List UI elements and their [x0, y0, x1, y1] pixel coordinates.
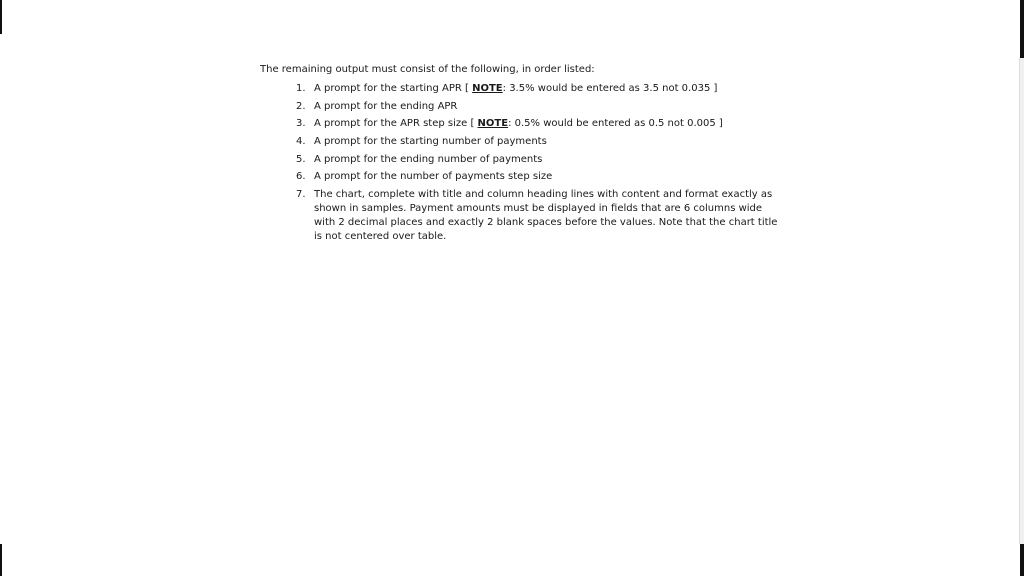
left-edge-marker-top [0, 0, 2, 34]
requirements-list [260, 82, 780, 244]
list-item-7 [260, 188, 780, 244]
list-number: 4. [296, 136, 306, 148]
list-item-3 [260, 117, 780, 131]
list-number: 7. [296, 189, 306, 201]
list-item-5 [260, 153, 780, 167]
note-label: NOTE [477, 118, 509, 130]
document-page [260, 63, 780, 248]
right-edge-bar-bottom [1020, 544, 1024, 576]
list-number: 3. [296, 118, 306, 130]
list-text: A prompt for the number of payments step size [314, 171, 553, 183]
note-label: NOTE [472, 83, 503, 94]
list-number: 1. [296, 83, 306, 94]
list-number: 6. [296, 171, 306, 183]
right-edge-bar-top [1020, 0, 1024, 58]
left-edge-marker-bottom [0, 544, 2, 576]
list-text: A prompt for the starting number of payments [314, 136, 547, 148]
list-text: A prompt for the ending APR [314, 100, 458, 112]
intro-paragraph: The remaining output must consist of the following, in order listed: [260, 64, 595, 75]
list-item-6 [260, 170, 780, 184]
list-text: A prompt for the APR step size [ [314, 118, 478, 130]
list-number: 2. [296, 100, 306, 112]
list-text: The chart, complete with title and column heading lines with content and format exactly as shown in samples. Payment amounts must be displayed in fields that are 6 columns wide with 2 decimal places and exactly 2 blank spaces before the values. Note that the chart title is not centered over table. [314, 189, 778, 243]
list-text: A prompt for the starting APR [ [314, 83, 473, 94]
list-text-rest: : 0.5% would be entered as 0.5 not 0.005 ] [508, 118, 723, 130]
list-text-rest: : 3.5% would be entered as 3.5 not 0.035 ] [502, 83, 718, 94]
list-number: 5. [296, 153, 306, 165]
list-item-1 [260, 82, 780, 96]
vertical-scrollbar[interactable] [1019, 58, 1024, 544]
list-item-4 [260, 135, 780, 149]
list-text: A prompt for the ending number of payments [314, 153, 543, 165]
list-item-2 [260, 100, 780, 114]
